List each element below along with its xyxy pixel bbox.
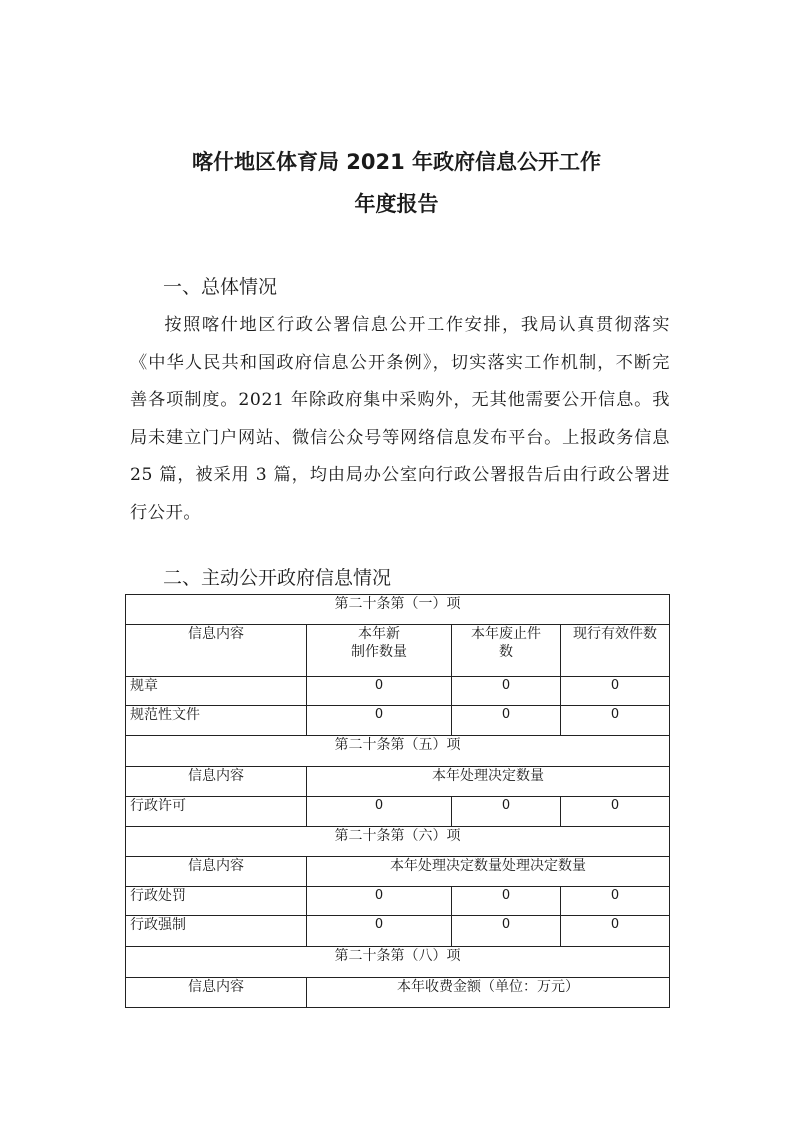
cell-value: 0 — [307, 887, 452, 916]
table-header-row — [126, 978, 670, 1008]
cell-value: 0 — [307, 677, 452, 706]
cell-value: 0 — [561, 706, 670, 736]
cell-value: 0 — [307, 916, 452, 947]
table-section-row — [126, 947, 670, 978]
row-label: 行政许可 — [126, 797, 307, 827]
section-title-art20-6: 第二十条第（六）项 — [126, 827, 670, 857]
table-row — [126, 797, 670, 827]
report-title-line2: 年度报告 — [354, 192, 439, 216]
cell-value: 0 — [452, 797, 561, 827]
cell-value: 0 — [561, 887, 670, 916]
table-header-row — [126, 767, 670, 797]
cell-value: 0 — [452, 706, 561, 736]
row-label: 规章 — [126, 677, 307, 706]
table-header-row — [126, 857, 670, 887]
cell-value: 0 — [307, 706, 452, 736]
row-label: 行政强制 — [126, 916, 307, 947]
header-info-content: 信息内容 — [126, 625, 307, 677]
section-heading-overview: 一、总体情况 — [163, 276, 278, 298]
cell-value: 0 — [452, 887, 561, 916]
disclosure-table — [125, 594, 670, 1008]
header-info-content: 信息内容 — [126, 857, 307, 887]
header-info-content: 信息内容 — [126, 767, 307, 797]
section-title-art20-1: 第二十条第（一）项 — [126, 595, 670, 625]
header-fee-amount: 本年收费金额（单位：万元） — [307, 978, 670, 1008]
header-decision-count: 本年处理决定数量 — [307, 767, 670, 797]
cell-value: 0 — [452, 677, 561, 706]
header-new-count: 本年新 制作数量 — [307, 625, 452, 677]
table-section-row — [126, 736, 670, 767]
section-heading-active-disclosure: 二、主动公开政府信息情况 — [163, 567, 392, 589]
header-info-content: 信息内容 — [126, 978, 307, 1008]
cell-value: 0 — [452, 916, 561, 947]
table-section-row — [126, 827, 670, 857]
table-row — [126, 887, 670, 916]
table-row — [126, 916, 670, 947]
report-title-line1: 喀什地区体育局 2021 年政府信息公开工作 — [191, 150, 602, 174]
section-title-art20-8: 第二十条第（八）项 — [126, 947, 670, 978]
overview-paragraph: 按照喀什地区行政公署信息公开工作安排，我局认真贯彻落实《中华人民共和国政府信息公开条例》，切实落实工作机制，不断完善各项制度。2021 年除政府集中采购外，无其他需要公开信息。我局未建立门户网站、微信公众号等网络信息发布平台。上报政务信息 25 篇，被采用 3 篇，均由局办公室向行政公署报告后由行政公署进行公开。 — [130, 315, 670, 523]
table-section-row — [126, 595, 670, 625]
header-decision-count: 本年处理决定数量处理决定数量 — [307, 857, 670, 887]
cell-value: 0 — [561, 797, 670, 827]
section-title-art20-5: 第二十条第（五）项 — [126, 736, 670, 767]
cell-value: 0 — [307, 797, 452, 827]
header-current-valid-count: 现行有效件数 — [561, 625, 670, 677]
table-row — [126, 677, 670, 706]
cell-value: 0 — [561, 677, 670, 706]
header-abolished-count: 本年废止件 数 — [452, 625, 561, 677]
row-label: 规范性文件 — [126, 706, 307, 736]
cell-value: 0 — [561, 916, 670, 947]
table-row — [126, 706, 670, 736]
table-header-row — [126, 625, 670, 677]
row-label: 行政处罚 — [126, 887, 307, 916]
